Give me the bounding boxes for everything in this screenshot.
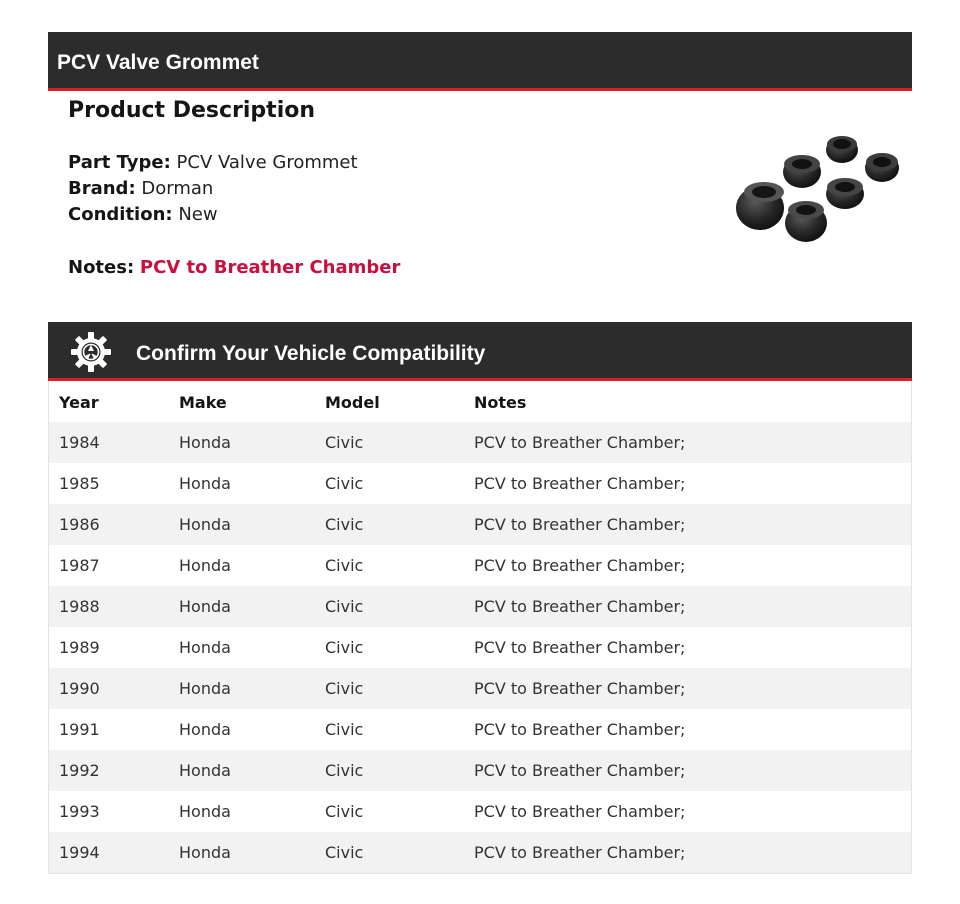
year-cell: 1985: [59, 474, 100, 493]
year-cell: 1992: [59, 761, 100, 780]
make-cell: Honda: [179, 802, 231, 821]
table-row: [49, 504, 911, 545]
product-title-bar: [48, 32, 912, 91]
make-cell: Honda: [179, 515, 231, 534]
make-cell: Honda: [179, 556, 231, 575]
column-header-make: Make: [179, 393, 227, 412]
make-cell: Honda: [179, 433, 231, 452]
model-cell: Civic: [325, 556, 364, 575]
make-cell: Honda: [179, 597, 231, 616]
table-header-row: [49, 381, 911, 422]
column-header-model: Model: [325, 393, 380, 412]
year-cell: 1984: [59, 433, 100, 452]
year-cell: 1993: [59, 802, 100, 821]
column-header-notes: Notes: [474, 393, 527, 412]
notes-cell: PCV to Breather Chamber;: [474, 597, 686, 616]
table-row: [49, 586, 911, 627]
make-cell: Honda: [179, 474, 231, 493]
make-cell: Honda: [179, 843, 231, 862]
grommet-set-image: [732, 126, 904, 248]
year-cell: 1986: [59, 515, 100, 534]
notes-cell: PCV to Breather Chamber;: [474, 433, 686, 452]
make-cell: Honda: [179, 638, 231, 657]
model-cell: Civic: [325, 433, 364, 452]
notes-label: Notes:: [68, 257, 135, 278]
table-row: [49, 422, 911, 463]
make-cell: Honda: [179, 679, 231, 698]
brand-line: [68, 176, 213, 202]
table-row: [49, 463, 911, 504]
model-cell: Civic: [325, 597, 364, 616]
column-header-year: Year: [59, 393, 99, 412]
part-type-label: Part Type:: [68, 152, 171, 173]
year-cell: 1990: [59, 679, 100, 698]
model-cell: Civic: [325, 679, 364, 698]
model-cell: Civic: [325, 802, 364, 821]
product-title: PCV Valve Grommet: [57, 51, 259, 74]
model-cell: Civic: [325, 638, 364, 657]
year-cell: 1988: [59, 597, 100, 616]
condition-label: Condition:: [68, 204, 173, 225]
notes-value: PCV to Breather Chamber: [139, 257, 401, 278]
table-row: [49, 545, 911, 586]
notes-cell: PCV to Breather Chamber;: [474, 515, 686, 534]
model-cell: Civic: [325, 720, 364, 739]
table-row: [49, 750, 911, 791]
notes-line: [68, 255, 400, 281]
part-type-line: [68, 150, 358, 176]
table-row: [49, 832, 911, 873]
year-cell: 1994: [59, 843, 100, 862]
year-cell: 1991: [59, 720, 100, 739]
condition-line: [68, 202, 218, 228]
condition-value: New: [178, 204, 218, 225]
notes-cell: PCV to Breather Chamber;: [474, 474, 686, 493]
notes-cell: PCV to Breather Chamber;: [474, 802, 686, 821]
gear-icon: [70, 331, 112, 373]
table-row: [49, 668, 911, 709]
notes-cell: PCV to Breather Chamber;: [474, 761, 686, 780]
brand-label: Brand:: [68, 178, 136, 199]
table-row: [49, 709, 911, 750]
year-cell: 1987: [59, 556, 100, 575]
notes-cell: PCV to Breather Chamber;: [474, 843, 686, 862]
make-cell: Honda: [179, 761, 231, 780]
product-description-heading: Product Description: [68, 98, 316, 123]
model-cell: Civic: [325, 515, 364, 534]
notes-cell: PCV to Breather Chamber;: [474, 556, 686, 575]
notes-cell: PCV to Breather Chamber;: [474, 638, 686, 657]
compatibility-title: Confirm Your Vehicle Compatibility: [136, 342, 486, 365]
model-cell: Civic: [325, 761, 364, 780]
compatibility-table: [48, 381, 912, 874]
year-cell: 1989: [59, 638, 100, 657]
part-type-value: PCV Valve Grommet: [176, 152, 358, 173]
table-row: [49, 791, 911, 832]
notes-cell: PCV to Breather Chamber;: [474, 720, 686, 739]
model-cell: Civic: [325, 843, 364, 862]
make-cell: Honda: [179, 720, 231, 739]
compatibility-bar: [48, 322, 912, 381]
table-row: [49, 627, 911, 668]
brand-value: Dorman: [141, 178, 214, 199]
model-cell: Civic: [325, 474, 364, 493]
notes-cell: PCV to Breather Chamber;: [474, 679, 686, 698]
